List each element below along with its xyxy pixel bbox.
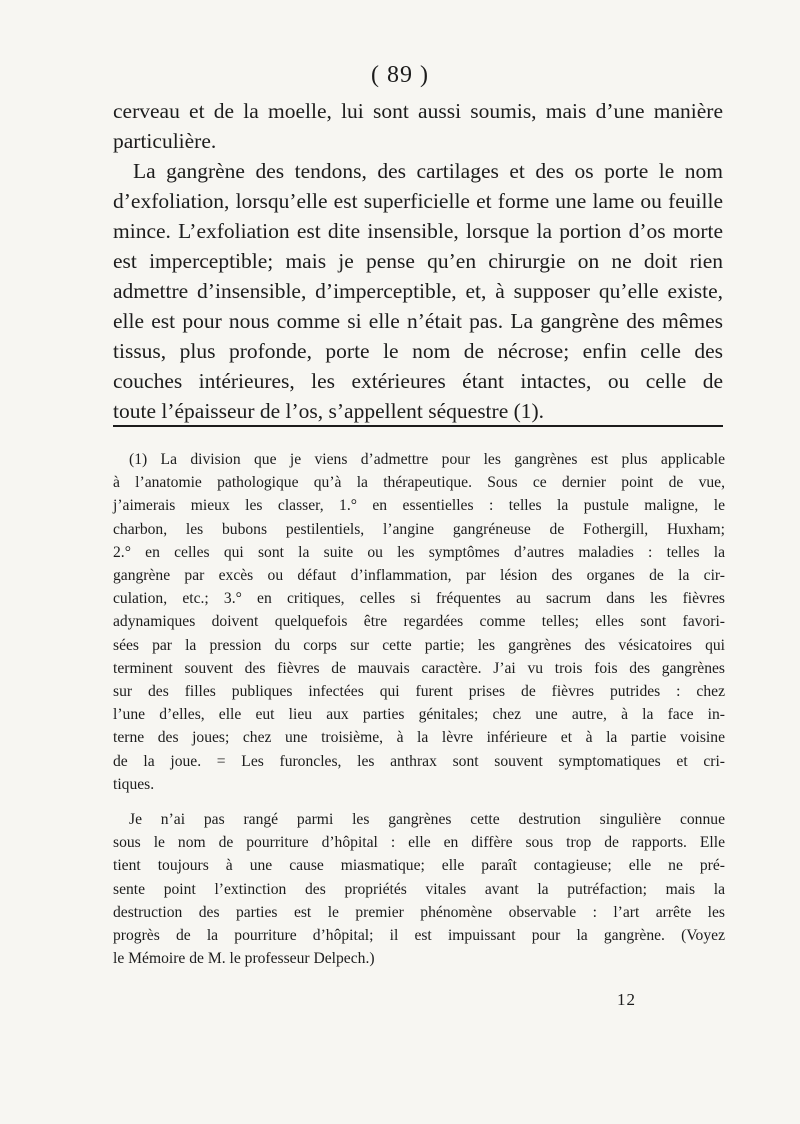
main-line: La gangrène des tendons, des cartilages et des os porte le nom [133, 159, 723, 183]
footnote-line: de la joue. = Les furoncles, les anthrax sont souvent symptomatiques et cri- [113, 752, 725, 770]
main-line: couches intérieures, les extérieures étant intactes, ou celle de [113, 369, 723, 393]
footnote-line: l’une d’elles, elle eut lieu aux parties génitales; chez une autre, à la face in- [113, 706, 725, 724]
footnote-line: progrès de la pourriture d’hôpital; il est impuissant pour la gangrène. (Voyez [113, 927, 725, 945]
main-line: tissus, plus profonde, porte le nom de nécrose; enfin celle des [113, 339, 723, 363]
footnote-line: tient toujours à une cause miasmatique; elle paraît contagieuse; elle ne pré- [113, 857, 725, 875]
footnote-line: charbon, les bubons pestilentiels, l’angine gangréneuse de Fothergill, Huxham; [113, 520, 725, 538]
footnote-line: culation, etc.; 3.° en critiques, celles si fréquentes au sacrum dans les fièvres [113, 590, 725, 608]
main-line: mince. L’exfoliation est dite insensible, lorsque la portion d’os morte [113, 219, 723, 243]
main-line: elle est pour nous comme si elle n’était pas. La gangrène des mêmes [113, 309, 723, 333]
footnote-line: le Mémoire de M. le professeur Delpech.) [113, 950, 375, 968]
footnote-line: (1) La division que je viens d’admettre pour les gangrènes est plus applicable [129, 451, 725, 468]
footnote-line: j’aimerais mieux les classer, 1.° en essentielles : telles la pustule maligne, le [113, 497, 725, 515]
footnote-line: destruction des parties est le premier phénomène observable : l’art arrête les [113, 903, 725, 921]
footnote-line: 2.° en celles qui sont la suite ou les symptômes d’autres maladies : telles la [113, 543, 725, 561]
main-line: d’exfoliation, lorsqu’elle est superficielle et forme une lame ou feuille [113, 189, 723, 213]
footnote-line: sous le nom de pourriture d’hôpital : elle en diffère sous trop de rapports. Elle [113, 834, 725, 852]
footnote-block [113, 448, 725, 970]
footnote-line: sente point l’extinction des propriétés vitales avant la putréfaction; mais la [113, 880, 725, 898]
main-line: toute l’épaisseur de l’os, s’appellent séquestre (1). [113, 399, 545, 423]
main-line: est imperceptible; mais je pense qu’en chirurgie on ne doit rien [113, 249, 723, 273]
page-number: ( 89 ) [371, 62, 429, 88]
footnote-line: tiques. [113, 775, 155, 793]
footnote-line: adynamiques doivent quelquefois être regardées comme telles; elles sont favori- [113, 613, 725, 631]
footnote-line: terminent souvent des fièvres de mauvais caractère. J’ai vu trois fois des gangrènes [113, 659, 725, 677]
footnote-line: Je n’ai pas rangé parmi les gangrènes cette destrution singulière connue [129, 811, 725, 829]
footnote-line: sur des filles publiques infectées qui furent prises de fièvres putrides : chez [113, 683, 725, 701]
footnote-line: gangrène par excès ou défaut d’inflammation, par lésion des organes de la cir- [113, 567, 725, 585]
main-line: cerveau et de la moelle, lui sont aussi soumis, mais d’une manière [113, 99, 723, 123]
main-text-block [113, 96, 723, 426]
signature-mark: 12 [617, 990, 636, 1009]
footnote-paragraph-gap [113, 796, 725, 808]
main-line: admettre d’insensible, d’imperceptible, et, à supposer qu’elle existe, [113, 279, 723, 303]
footnote-separator-rule [113, 425, 723, 427]
main-line: particulière. [113, 129, 217, 153]
footnote-line: terne des joues; chez une troisième, à la lèvre inférieure et à la partie voisine [113, 729, 725, 747]
footnote-line: à l’anatomie pathologique qu’à la thérapeutique. Sous ce dernier point de vue, [113, 474, 725, 492]
footnote-line: sées par la pression du corps sur cette partie; les gangrènes des vésicatoires qui [113, 636, 725, 654]
